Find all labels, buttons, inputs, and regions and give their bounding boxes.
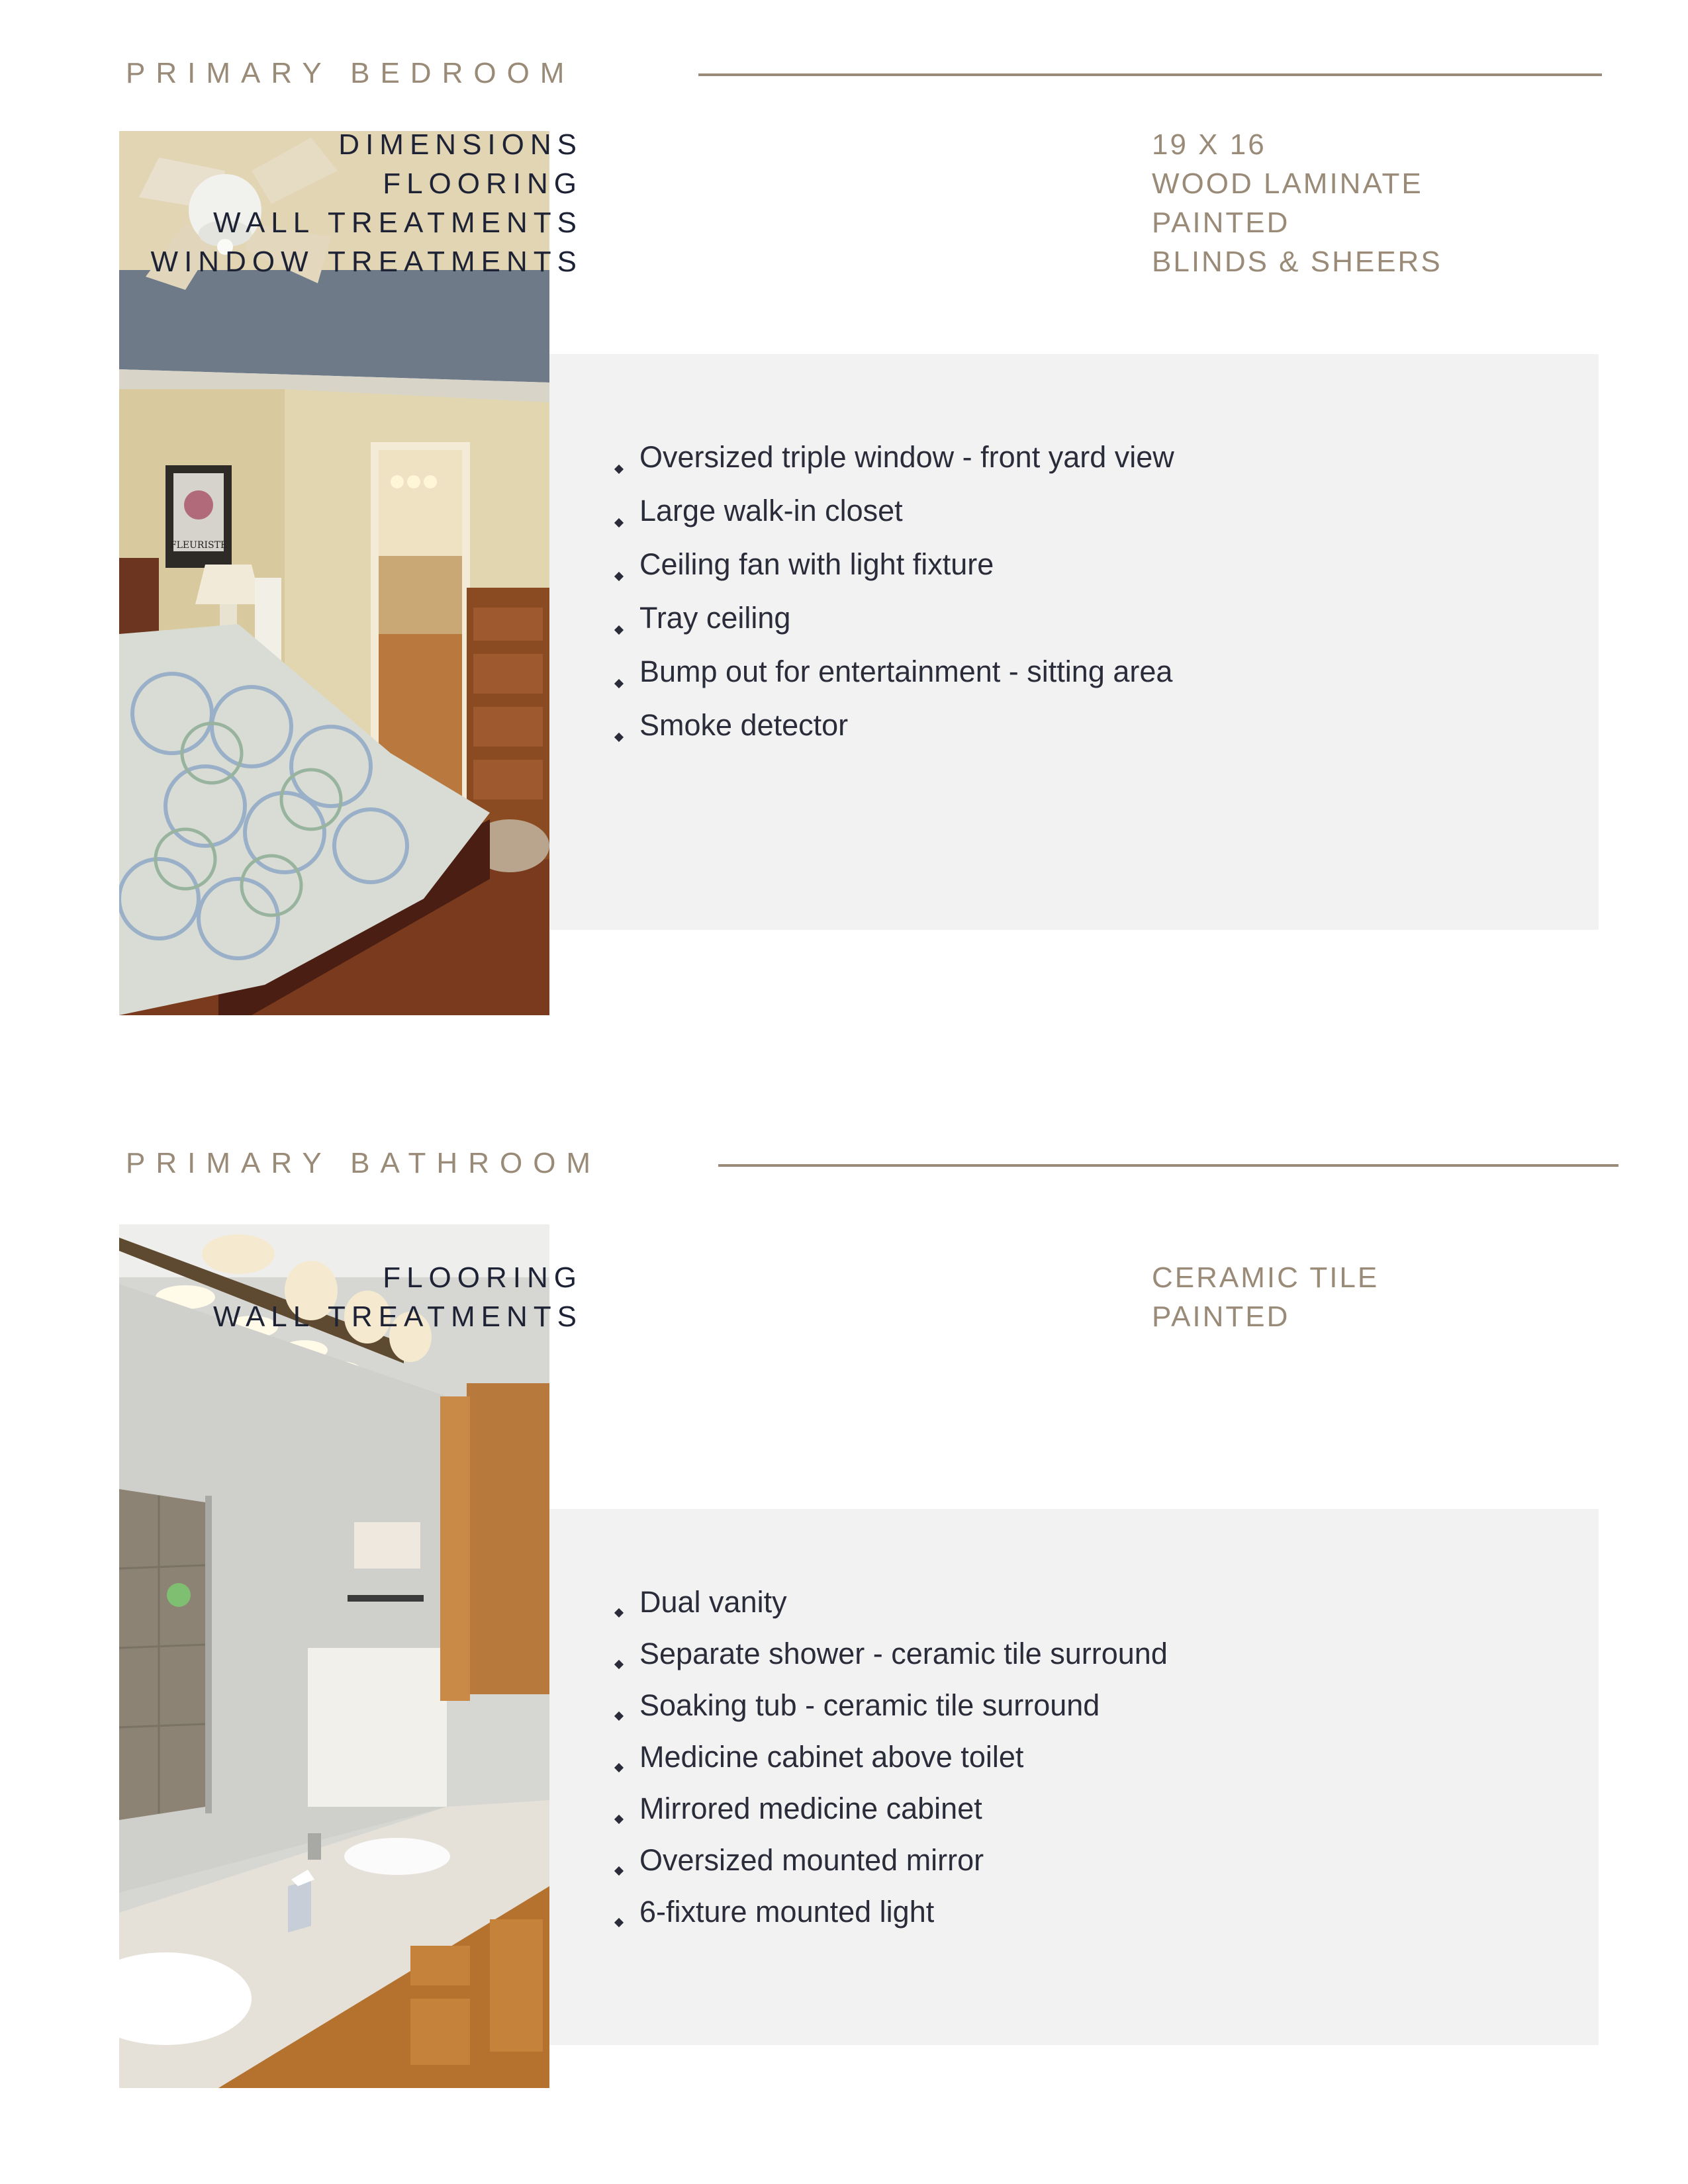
list-item (616, 1585, 1168, 1637)
bedroom-features-panel (549, 354, 1599, 930)
list-item (616, 1792, 1168, 1843)
feature-text: Mirrored medicine cabinet (639, 1792, 982, 1825)
bullet-icon (614, 1608, 624, 1617)
list-item (616, 547, 1174, 601)
bathroom-photo (119, 1224, 549, 2088)
bedroom-spec-value: PAINTED (1152, 206, 1290, 239)
bullet-icon (614, 678, 624, 688)
bedroom-photo-art-text: FLEURISTE (169, 540, 228, 551)
list-item (616, 655, 1174, 708)
bathroom-spec-label: WALL TREATMENTS (213, 1300, 583, 1333)
bullet-icon (614, 732, 624, 741)
bullet-icon (614, 518, 624, 527)
bathroom-features-list (616, 1585, 1168, 1946)
list-item (616, 601, 1174, 655)
feature-text: Tray ceiling (639, 601, 791, 635)
bullet-icon (614, 464, 624, 473)
bedroom-spec-value: WOOD LAMINATE (1152, 167, 1423, 200)
bedroom-section-title: PRIMARY BEDROOM (126, 57, 575, 89)
bedroom-features-list (616, 440, 1174, 762)
feature-text: 6-fixture mounted light (639, 1895, 935, 1929)
feature-text: Smoke detector (639, 708, 849, 742)
feature-text: Dual vanity (639, 1585, 787, 1619)
bullet-icon (614, 1660, 624, 1669)
feature-text: Soaking tub - ceramic tile surround (639, 1688, 1100, 1722)
bullet-icon (614, 1918, 624, 1927)
feature-text: Oversized triple window - front yard view (639, 440, 1174, 474)
list-item (616, 1895, 1168, 1946)
bedroom-spec-value: BLINDS & SHEERS (1152, 246, 1442, 278)
bullet-icon (614, 571, 624, 580)
bathroom-features-panel (549, 1509, 1599, 2045)
bullet-icon (614, 1763, 624, 1772)
bathroom-title-rule (718, 1164, 1618, 1167)
feature-text: Ceiling fan with light fixture (639, 547, 994, 581)
list-item (616, 494, 1174, 547)
bathroom-spec-value: CERAMIC TILE (1152, 1261, 1380, 1294)
feature-text: Medicine cabinet above toilet (639, 1740, 1024, 1774)
feature-text: Oversized mounted mirror (639, 1843, 984, 1877)
bedroom-spec-label: WINDOW TREATMENTS (150, 246, 583, 278)
bullet-icon (614, 1815, 624, 1824)
bedroom-spec-label: WALL TREATMENTS (213, 206, 583, 239)
list-item (616, 708, 1174, 762)
bullet-icon (614, 625, 624, 634)
list-item (616, 1740, 1168, 1792)
bathroom-section-title: PRIMARY BATHROOM (126, 1147, 602, 1179)
list-item (616, 1843, 1168, 1895)
feature-text: Separate shower - ceramic tile surround (639, 1637, 1168, 1670)
bedroom-spec-value: 19 X 16 (1152, 128, 1266, 161)
bedroom-title-rule (698, 73, 1602, 76)
list-item (616, 440, 1174, 494)
feature-text: Bump out for entertainment - sitting area (639, 655, 1173, 688)
feature-text: Large walk-in closet (639, 494, 903, 527)
bullet-icon (614, 1866, 624, 1876)
bedroom-spec-label: FLOORING (383, 167, 583, 200)
bathroom-spec-value: PAINTED (1152, 1300, 1290, 1333)
list-item (616, 1637, 1168, 1688)
bathroom-spec-label: FLOORING (383, 1261, 583, 1294)
list-item (616, 1688, 1168, 1740)
bullet-icon (614, 1711, 624, 1721)
bedroom-spec-label: DIMENSIONS (338, 128, 583, 161)
